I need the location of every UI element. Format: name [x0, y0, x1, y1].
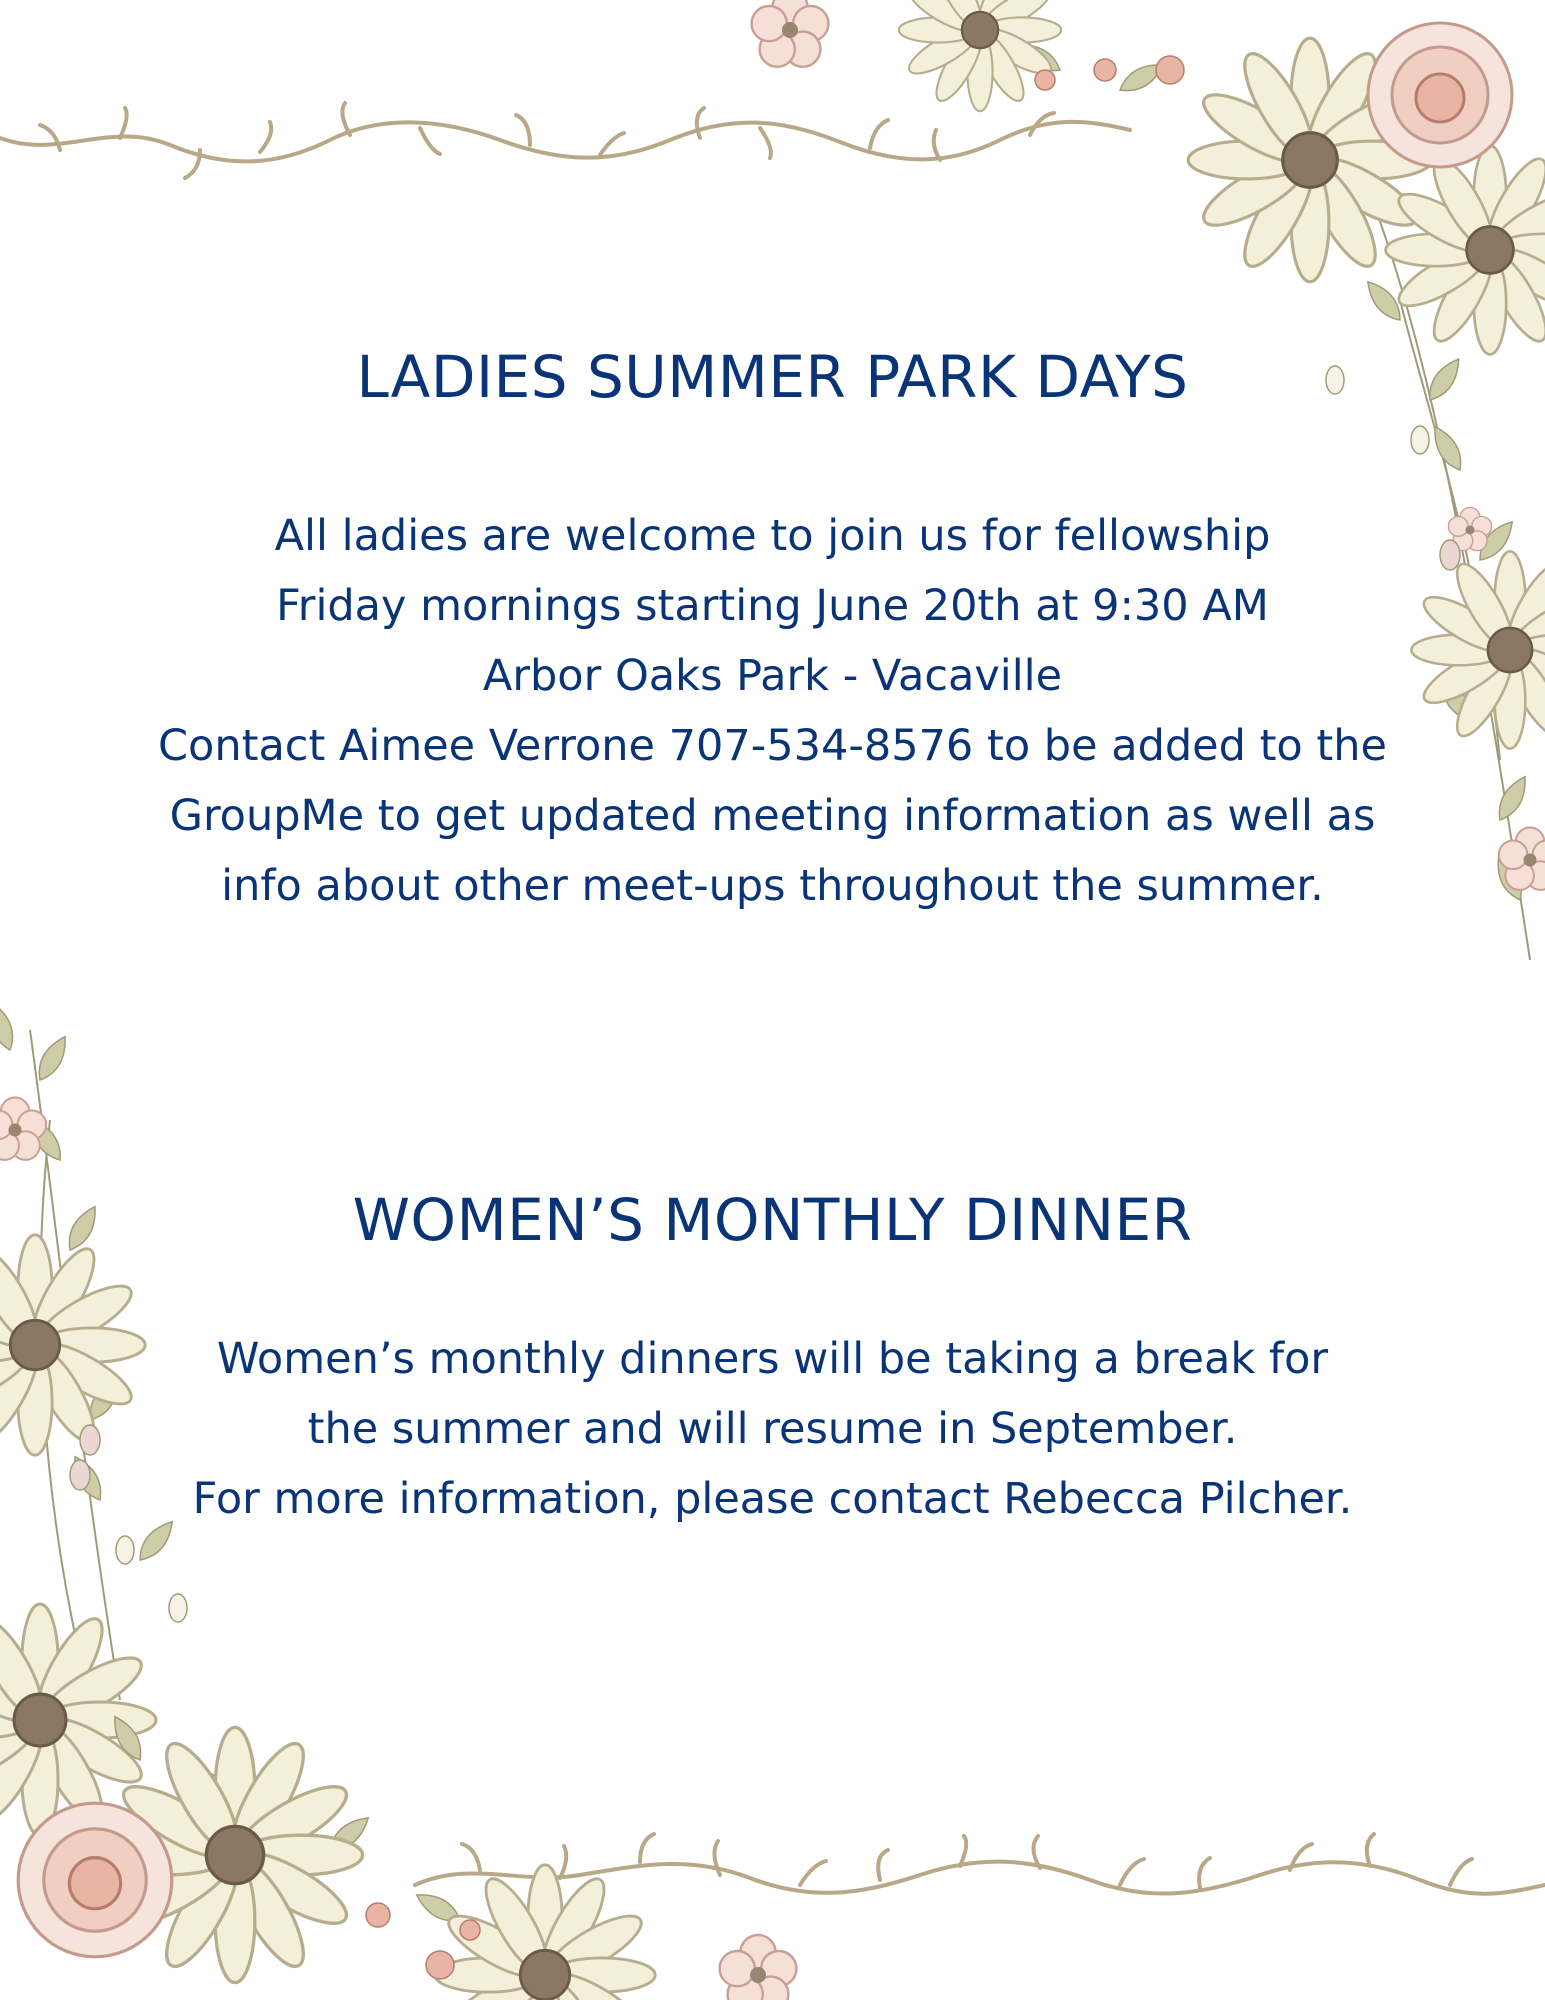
monthly-dinner-line: Women’s monthly dinners will be taking a break for: [216, 1333, 1329, 1384]
monthly-dinner-body: [0, 1324, 1545, 1534]
bottom-left-florals: [18, 1712, 796, 2000]
monthly-dinner-title: WOMEN’S MONTHLY DINNER: [352, 1186, 1193, 1254]
park-days-line: All ladies are welcome to join us for fellowship: [274, 510, 1271, 561]
monthly-dinner-line: For more information, please contact Rebecca Pilcher.: [192, 1473, 1353, 1524]
park-days-section: [0, 343, 1545, 921]
park-days-line: info about other meet-ups throughout the summer.: [221, 860, 1324, 911]
park-days-title: LADIES SUMMER PARK DAYS: [356, 343, 1189, 411]
top-vine: [0, 103, 1130, 178]
park-days-line: Friday mornings starting June 20th at 9:30 AM: [276, 580, 1269, 631]
park-days-body: [0, 501, 1545, 921]
monthly-dinner-section: [0, 1186, 1545, 1534]
park-days-line: Contact Aimee Verrone 707-534-8576 to be added to the: [158, 720, 1387, 771]
park-days-line: Arbor Oaks Park - Vacaville: [482, 650, 1063, 701]
park-days-line: GroupMe to get updated meeting information as well as: [169, 790, 1376, 841]
monthly-dinner-line: the summer and will resume in September.: [307, 1403, 1238, 1454]
